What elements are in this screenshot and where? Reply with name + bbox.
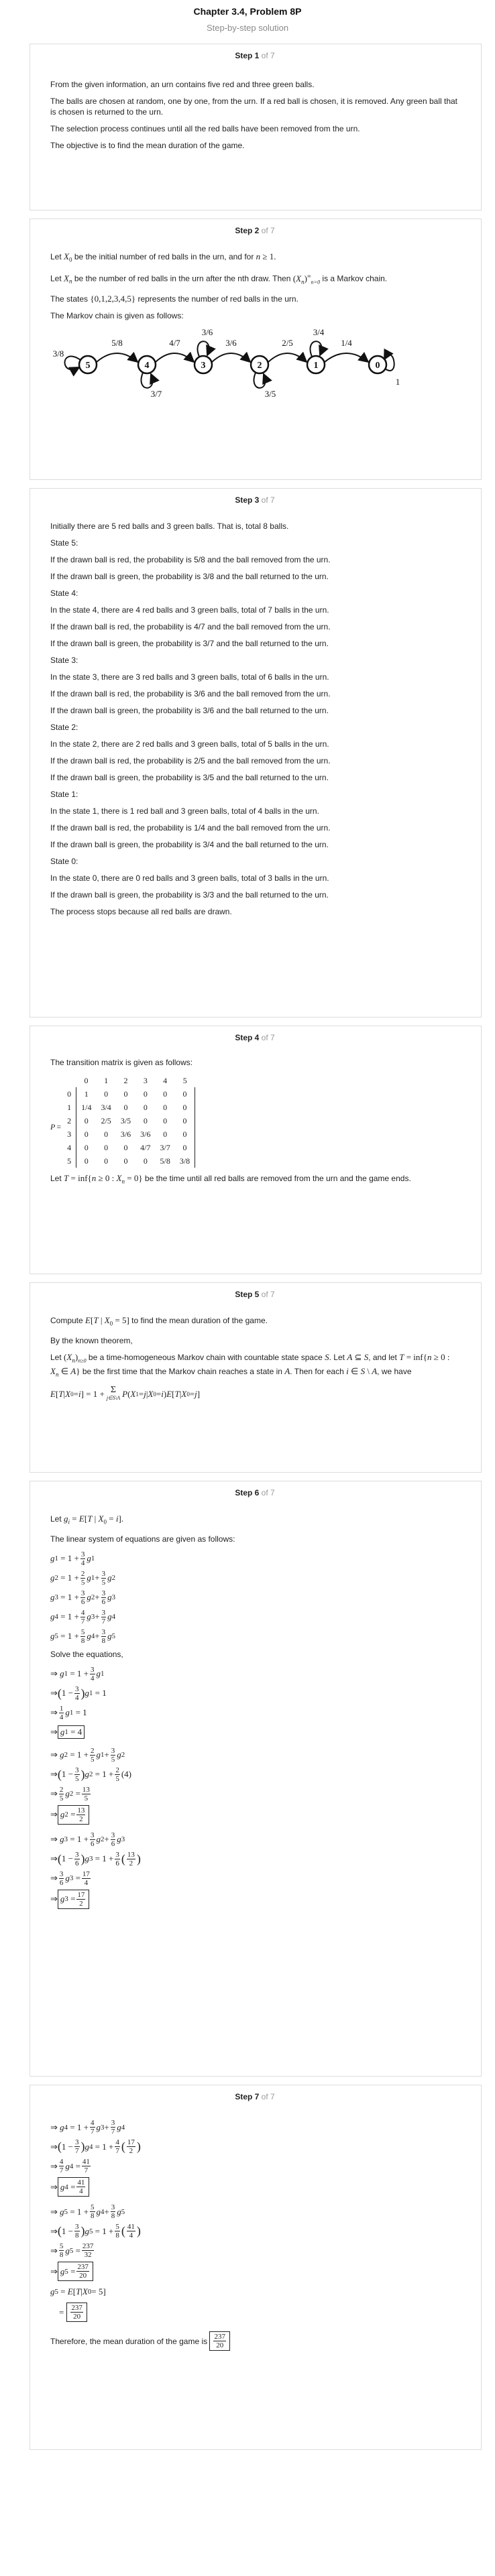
equation: ⇒ $\frac{4}{7}$ g 4 = $\frac{41}{7}$ <box>50 2158 90 2174</box>
state-node-label: 2 <box>257 361 262 371</box>
paragraph: By the known theorem, <box>50 1335 133 1345</box>
paragraph: The objective is to find the mean duration of the game. <box>50 141 245 150</box>
matrix-cell: 0 <box>143 1102 148 1112</box>
equation: ⇒ g 3 = $\frac{17}{2}$ <box>50 1890 459 1909</box>
page-subtitle: Step-by-step solution <box>206 23 289 33</box>
matrix-cell: 1/4 <box>76 1101 97 1114</box>
paragraph: The linear system of equations are given as follows: <box>50 1534 235 1544</box>
self-loop-arrow <box>311 342 322 357</box>
matrix-cell: 0 <box>123 1089 128 1099</box>
equation: ⇒ g 5 = 1 + $\frac{5}{8}$ g 4 + $\frac{3}{8}$ g 5 <box>50 2203 125 2220</box>
step-number: Step 7 <box>235 2092 260 2101</box>
matrix-row-label: 4 <box>67 1142 72 1152</box>
paragraph: The Markov chain is given as follows: <box>50 311 184 321</box>
matrix-cell: 0 <box>163 1089 168 1099</box>
matrix-cell: 3/8 <box>175 1154 195 1168</box>
matrix-cell: 2/5 <box>101 1115 111 1125</box>
state-label: State 5: <box>50 538 78 548</box>
self-loop-prob-label: 3/8 <box>52 349 64 359</box>
step-1-panel <box>30 44 482 210</box>
step-2-header <box>50 226 459 235</box>
matrix-cell: 0 <box>163 1129 168 1139</box>
matrix-cell: 1 <box>76 1087 97 1101</box>
paragraph: Compute E[T | $X_0 = 5$] to find the mean duration of the game. <box>50 1315 268 1327</box>
transition-arrow <box>97 353 138 362</box>
step-total: of 7 <box>261 1290 275 1299</box>
matrix-cell: 0 <box>123 1142 128 1152</box>
paragraph: Let T = inf{n ≥ 0 : $X_n = 0$} be the time until all red balls are removed from the urn and the game ends. <box>50 1173 411 1185</box>
step-6-panel <box>30 1481 482 2077</box>
equation: ⇒ g 5 = $\frac{237}{20}$ <box>50 2262 459 2281</box>
paragraph: Let $g_i = E[T$ | $X_0 = i$]. <box>50 1514 124 1526</box>
self-loop-arrow <box>254 373 266 388</box>
matrix-col-label: 0 <box>84 1075 89 1085</box>
final-answer: Therefore, the mean duration of the game is $\frac{237}{20}$ <box>50 2331 459 2351</box>
step-total: of 7 <box>261 2092 275 2101</box>
state-node-label: 4 <box>144 361 150 371</box>
paragraph: Let $X_0$ be the initial number of red balls in the urn, and for n ≥ 1. <box>50 251 276 263</box>
paragraph: Let $(X_n)_{n\ge 0}$ be a time-homogeneous Markov chain with countable state space S. Let A ⊆ S, and let T = inf{n ≥ 0 : $X_n$ ∈ A} be the first time that the Markov chain reaches a state in A. Then for each i ∈ S \ A, we have <box>50 1351 450 1378</box>
state-label: State 2: <box>50 723 78 732</box>
self-loop-prob-label: 3/4 <box>313 327 325 338</box>
matrix-cell: 0 <box>175 1141 195 1154</box>
paragraph: Initially there are 5 red balls and 3 green balls. That is, total 8 balls. <box>50 522 289 531</box>
state-description-line: If the drawn ball is red, the probability is 2/5 and the ball removed from the urn. <box>50 756 331 765</box>
step-total: of 7 <box>261 51 275 60</box>
step-number: Step 3 <box>235 495 260 505</box>
paragraph: The selection process continues until all the red balls have been removed from the urn. <box>50 124 360 133</box>
matrix-cell: 3/4 <box>101 1102 111 1112</box>
matrix-cell: 0 <box>143 1156 148 1166</box>
state-description-line: In the state 4, there are 4 red balls and 3 green balls, total of 7 balls in the urn. <box>50 605 329 615</box>
self-loop-prob-label: 3/5 <box>264 389 276 400</box>
step-total: of 7 <box>261 1488 275 1497</box>
matrix-row-label: 5 <box>67 1156 72 1166</box>
step-5-header <box>50 1290 459 1299</box>
state-label: State 4: <box>50 589 78 598</box>
matrix-row-label: 2 <box>67 1115 72 1125</box>
equation: = $\frac{237}{20}$ <box>50 2303 459 2322</box>
matrix-cell: 0 <box>175 1114 195 1127</box>
equation: g 1 = 1 + $\frac{3}{4}$ g 1 <box>50 1550 95 1567</box>
matrix-row-label: 1 <box>67 1102 72 1112</box>
step-number: Step 4 <box>235 1033 260 1042</box>
matrix-cell: 0 <box>104 1089 109 1099</box>
transition-prob-label: 5/8 <box>111 338 123 349</box>
matrix-cell: 0 <box>104 1156 109 1166</box>
equation: ⇒ ( 1 − $\frac{3}{4}$ ) g 1 = 1 <box>50 1684 107 1702</box>
step-total: of 7 <box>261 495 275 505</box>
self-loop-prob-label: 1 <box>395 377 400 387</box>
state-description-line: If the drawn ball is red, the probability is 3/6 and the ball removed from the urn. <box>50 689 331 698</box>
matrix-cell: 0 <box>123 1156 128 1166</box>
matrix-cell: 0 <box>163 1102 168 1112</box>
equation: ⇒ $\frac{3}{6}$ g 3 = $\frac{17}{4}$ <box>50 1869 90 1887</box>
transition-prob-label: 3/6 <box>225 338 237 349</box>
transition-prob-label: 4/7 <box>169 338 180 349</box>
transition-arrow <box>156 353 194 362</box>
step-number: Step 2 <box>235 226 260 235</box>
matrix-cell: 0 <box>143 1089 148 1099</box>
state-node-label: 3 <box>201 361 206 371</box>
state-description-line: In the state 0, there are 0 red balls and 3 green balls, total of 3 balls in the urn. <box>50 873 329 883</box>
self-loop-arrow <box>142 373 153 388</box>
equation: ⇒ g 3 = 1 + $\frac{3}{6}$ g 2 + $\frac{3}{6}$ g 3 <box>50 1831 125 1848</box>
step-6-header <box>50 1488 459 1497</box>
state-descriptions <box>50 538 459 900</box>
matrix-col-label: 4 <box>163 1075 168 1085</box>
matrix-cell: 0 <box>76 1141 97 1154</box>
state-node-label: 5 <box>85 361 91 371</box>
equation: ⇒ g 1 = 4 <box>50 1724 459 1740</box>
equation: ⇒ $\frac{1}{4}$ g 1 = 1 <box>50 1704 87 1721</box>
equation: g 2 = 1 + $\frac{2}{5}$ g 1 + $\frac{3}{5}$ g 2 <box>50 1569 116 1587</box>
state-label: State 0: <box>50 857 78 866</box>
transition-matrix: P = 0 1 2 3 4 5 0 1 0 0 0 0 0 1 1/4 3/4 0 0 0 0 2 0 2/5 3/5 0 0 0 3 0 0 3/6 3/6 0 0 4 0 0 0 4/7 3/7 0 5 0 0 0 0 5/8 3/8 <box>50 1074 459 1168</box>
state-description-line: If the drawn ball is green, the probability is 3/4 and the ball returned to the urn. <box>50 840 329 849</box>
state-description-line: If the drawn ball is green, the probability is 3/5 and the ball returned to the urn. <box>50 773 329 782</box>
equation: g 5 = E [ T | X 0 = 5] <box>50 2286 106 2296</box>
matrix-col-label: 1 <box>104 1075 109 1085</box>
paragraph: Solve the equations, <box>50 1649 123 1659</box>
transition-arrow <box>212 353 250 362</box>
state-node-label: 1 <box>313 361 319 371</box>
equation: g 4 = 1 + $\frac{4}{7}$ g 3 + $\frac{3}{7}$ g 4 <box>50 1608 116 1626</box>
paragraph: From the given information, an urn contains five red and three green balls. <box>50 80 315 89</box>
matrix-cell: 4/7 <box>140 1142 151 1152</box>
step-number: Step 6 <box>235 1488 260 1497</box>
transition-prob-label: 2/5 <box>282 338 293 349</box>
matrix-cell: 0 <box>175 1087 195 1101</box>
equation: ⇒ g 4 = 1 + $\frac{4}{7}$ g 3 + $\frac{3}{7}$ g 4 <box>50 2119 125 2136</box>
equation: ⇒ ( 1 − $\frac{3}{6}$ ) g 3 = 1 + $\frac{3}{6}$ ( $\frac{13}{2}$ ) <box>50 1850 141 1867</box>
state-description-line: If the drawn ball is green, the probability is 3/7 and the ball returned to the urn. <box>50 639 329 648</box>
theorem-equation: E [ T | X 0 = i ] = 1 + Σ j∈S\A P ( X 1 = j | X 0 = i ) E [ T | X 0 = j ] <box>50 1384 201 1401</box>
matrix-cell: 0 <box>175 1127 195 1141</box>
equation: ⇒ g 4 = $\frac{41}{4}$ <box>50 2177 459 2197</box>
step-3-header <box>50 495 459 505</box>
step-1-header <box>50 51 459 60</box>
matrix-row-label: 3 <box>67 1129 72 1139</box>
state-description-line: If the drawn ball is red, the probability is 1/4 and the ball removed from the urn. <box>50 823 331 833</box>
matrix-row-label: 0 <box>67 1089 72 1099</box>
state-node-label: 0 <box>375 361 380 371</box>
matrix-cell: 3/6 <box>120 1129 131 1139</box>
matrix-col-label: 5 <box>182 1075 187 1085</box>
state-description-line: If the drawn ball is green, the probability is 3/8 and the ball returned to the urn. <box>50 572 329 581</box>
equation: g 5 = 1 + $\frac{5}{8}$ g 4 + $\frac{3}{8}$ g 5 <box>50 1628 116 1645</box>
matrix-cell: 0 <box>104 1129 109 1139</box>
equation: g 3 = 1 + $\frac{3}{6}$ g 2 + $\frac{3}{6}$ g 3 <box>50 1589 116 1606</box>
matrix-cell: 0 <box>163 1115 168 1125</box>
self-loop-arrow <box>198 342 209 357</box>
matrix-cell: 3/6 <box>140 1129 151 1139</box>
equation: ⇒ ( 1 − $\frac{3}{7}$ ) g 4 = 1 + $\frac{4}{7}$ ( $\frac{17}{2}$ ) <box>50 2138 141 2155</box>
equation: ⇒ g 2 = $\frac{13}{2}$ <box>50 1805 459 1825</box>
state-description-line: If the drawn ball is green, the probability is 3/3 and the ball returned to the urn. <box>50 890 329 900</box>
matrix-cell: 0 <box>104 1142 109 1152</box>
self-loop-arrow <box>64 357 80 370</box>
equation: ⇒ $\frac{5}{8}$ g 5 = $\frac{237}{32}$ <box>50 2242 94 2259</box>
equation: ⇒ g 2 = 1 + $\frac{2}{5}$ g 1 + $\frac{3}{5}$ g 2 <box>50 1746 125 1764</box>
matrix-cell: 0 <box>143 1115 148 1125</box>
transition-arrow <box>268 353 307 362</box>
step-number: Step 5 <box>235 1290 260 1299</box>
matrix-cell: 5/8 <box>160 1156 170 1166</box>
state-description-line: If the drawn ball is green, the probability is 3/6 and the ball returned to the urn. <box>50 706 329 715</box>
matrix-cell: 3/7 <box>160 1142 170 1152</box>
state-description-line: If the drawn ball is red, the probability is 5/8 and the ball removed from the urn. <box>50 555 331 564</box>
paragraph: The balls are chosen at random, one by one, from the urn. If a red ball is chosen, it is removed. Any green ball that is chosen is returned to the urn. <box>50 97 458 117</box>
page-title: Chapter 3.4, Problem 8P <box>193 6 302 17</box>
matrix-cell: 0 <box>76 1114 97 1127</box>
state-description-line: In the state 3, there are 3 red balls and 3 green balls, total of 6 balls in the urn. <box>50 672 329 682</box>
state-description-line: If the drawn ball is red, the probability is 4/7 and the ball removed from the urn. <box>50 622 331 631</box>
paragraph: Let $X_n$ be the number of red balls in the urn after the nth draw. Then $(X_n)^\infty_{n=0}$ is a Markov chain. <box>50 273 388 286</box>
step-number: Step 1 <box>235 51 260 60</box>
paragraph: The states {0,1,2,3,4,5} represents the number of red balls in the urn. <box>50 294 298 304</box>
state-description-line: In the state 2, there are 2 red balls and 3 green balls, total of 5 balls in the urn. <box>50 739 329 749</box>
state-description-line: In the state 1, there is 1 red ball and 3 green balls, total of 4 balls in the urn. <box>50 806 319 816</box>
step-7-panel <box>30 2085 482 2450</box>
matrix-col-label: 2 <box>123 1075 128 1085</box>
matrix-cell: 0 <box>76 1154 97 1168</box>
transition-arrow <box>325 353 368 362</box>
step-5-panel <box>30 1282 482 1473</box>
step-4-panel <box>30 1026 482 1274</box>
markov-chain-diagram <box>48 327 423 401</box>
self-loop-prob-label: 3/6 <box>201 327 213 338</box>
state-label: State 1: <box>50 790 78 799</box>
step-3-panel <box>30 488 482 1018</box>
paragraph: The transition matrix is given as follows: <box>50 1058 193 1067</box>
equation: ⇒ ( 1 − $\frac{3}{8}$ ) g 5 = 1 + $\frac{5}{8}$ ( $\frac{41}{4}$ ) <box>50 2223 141 2240</box>
step-total: of 7 <box>261 226 275 235</box>
state-label: State 3: <box>50 656 78 665</box>
step-2-panel <box>30 219 482 480</box>
matrix-cell: 0 <box>175 1101 195 1114</box>
matrix-col-label: 3 <box>143 1075 148 1085</box>
matrix-cell: 0 <box>76 1127 97 1141</box>
equation: ⇒ g 1 = 1 + $\frac{3}{4}$ g 1 <box>50 1665 105 1682</box>
matrix-cell: 0 <box>123 1102 128 1112</box>
step-7-header <box>50 2092 459 2101</box>
self-loop-prob-label: 3/7 <box>150 389 162 400</box>
equation: ⇒ $\frac{2}{5}$ g 2 = $\frac{13}{5}$ <box>50 1785 90 1802</box>
matrix-cell: 3/5 <box>120 1115 131 1125</box>
paragraph: The process stops because all red balls are drawn. <box>50 907 232 916</box>
equation: ⇒ ( 1 − $\frac{3}{5}$ ) g 2 = 1 + $\frac{2}{5}$ (4) <box>50 1766 132 1783</box>
step-total: of 7 <box>261 1033 275 1042</box>
step-4-header <box>50 1033 459 1042</box>
transition-prob-label: 1/4 <box>341 338 352 349</box>
